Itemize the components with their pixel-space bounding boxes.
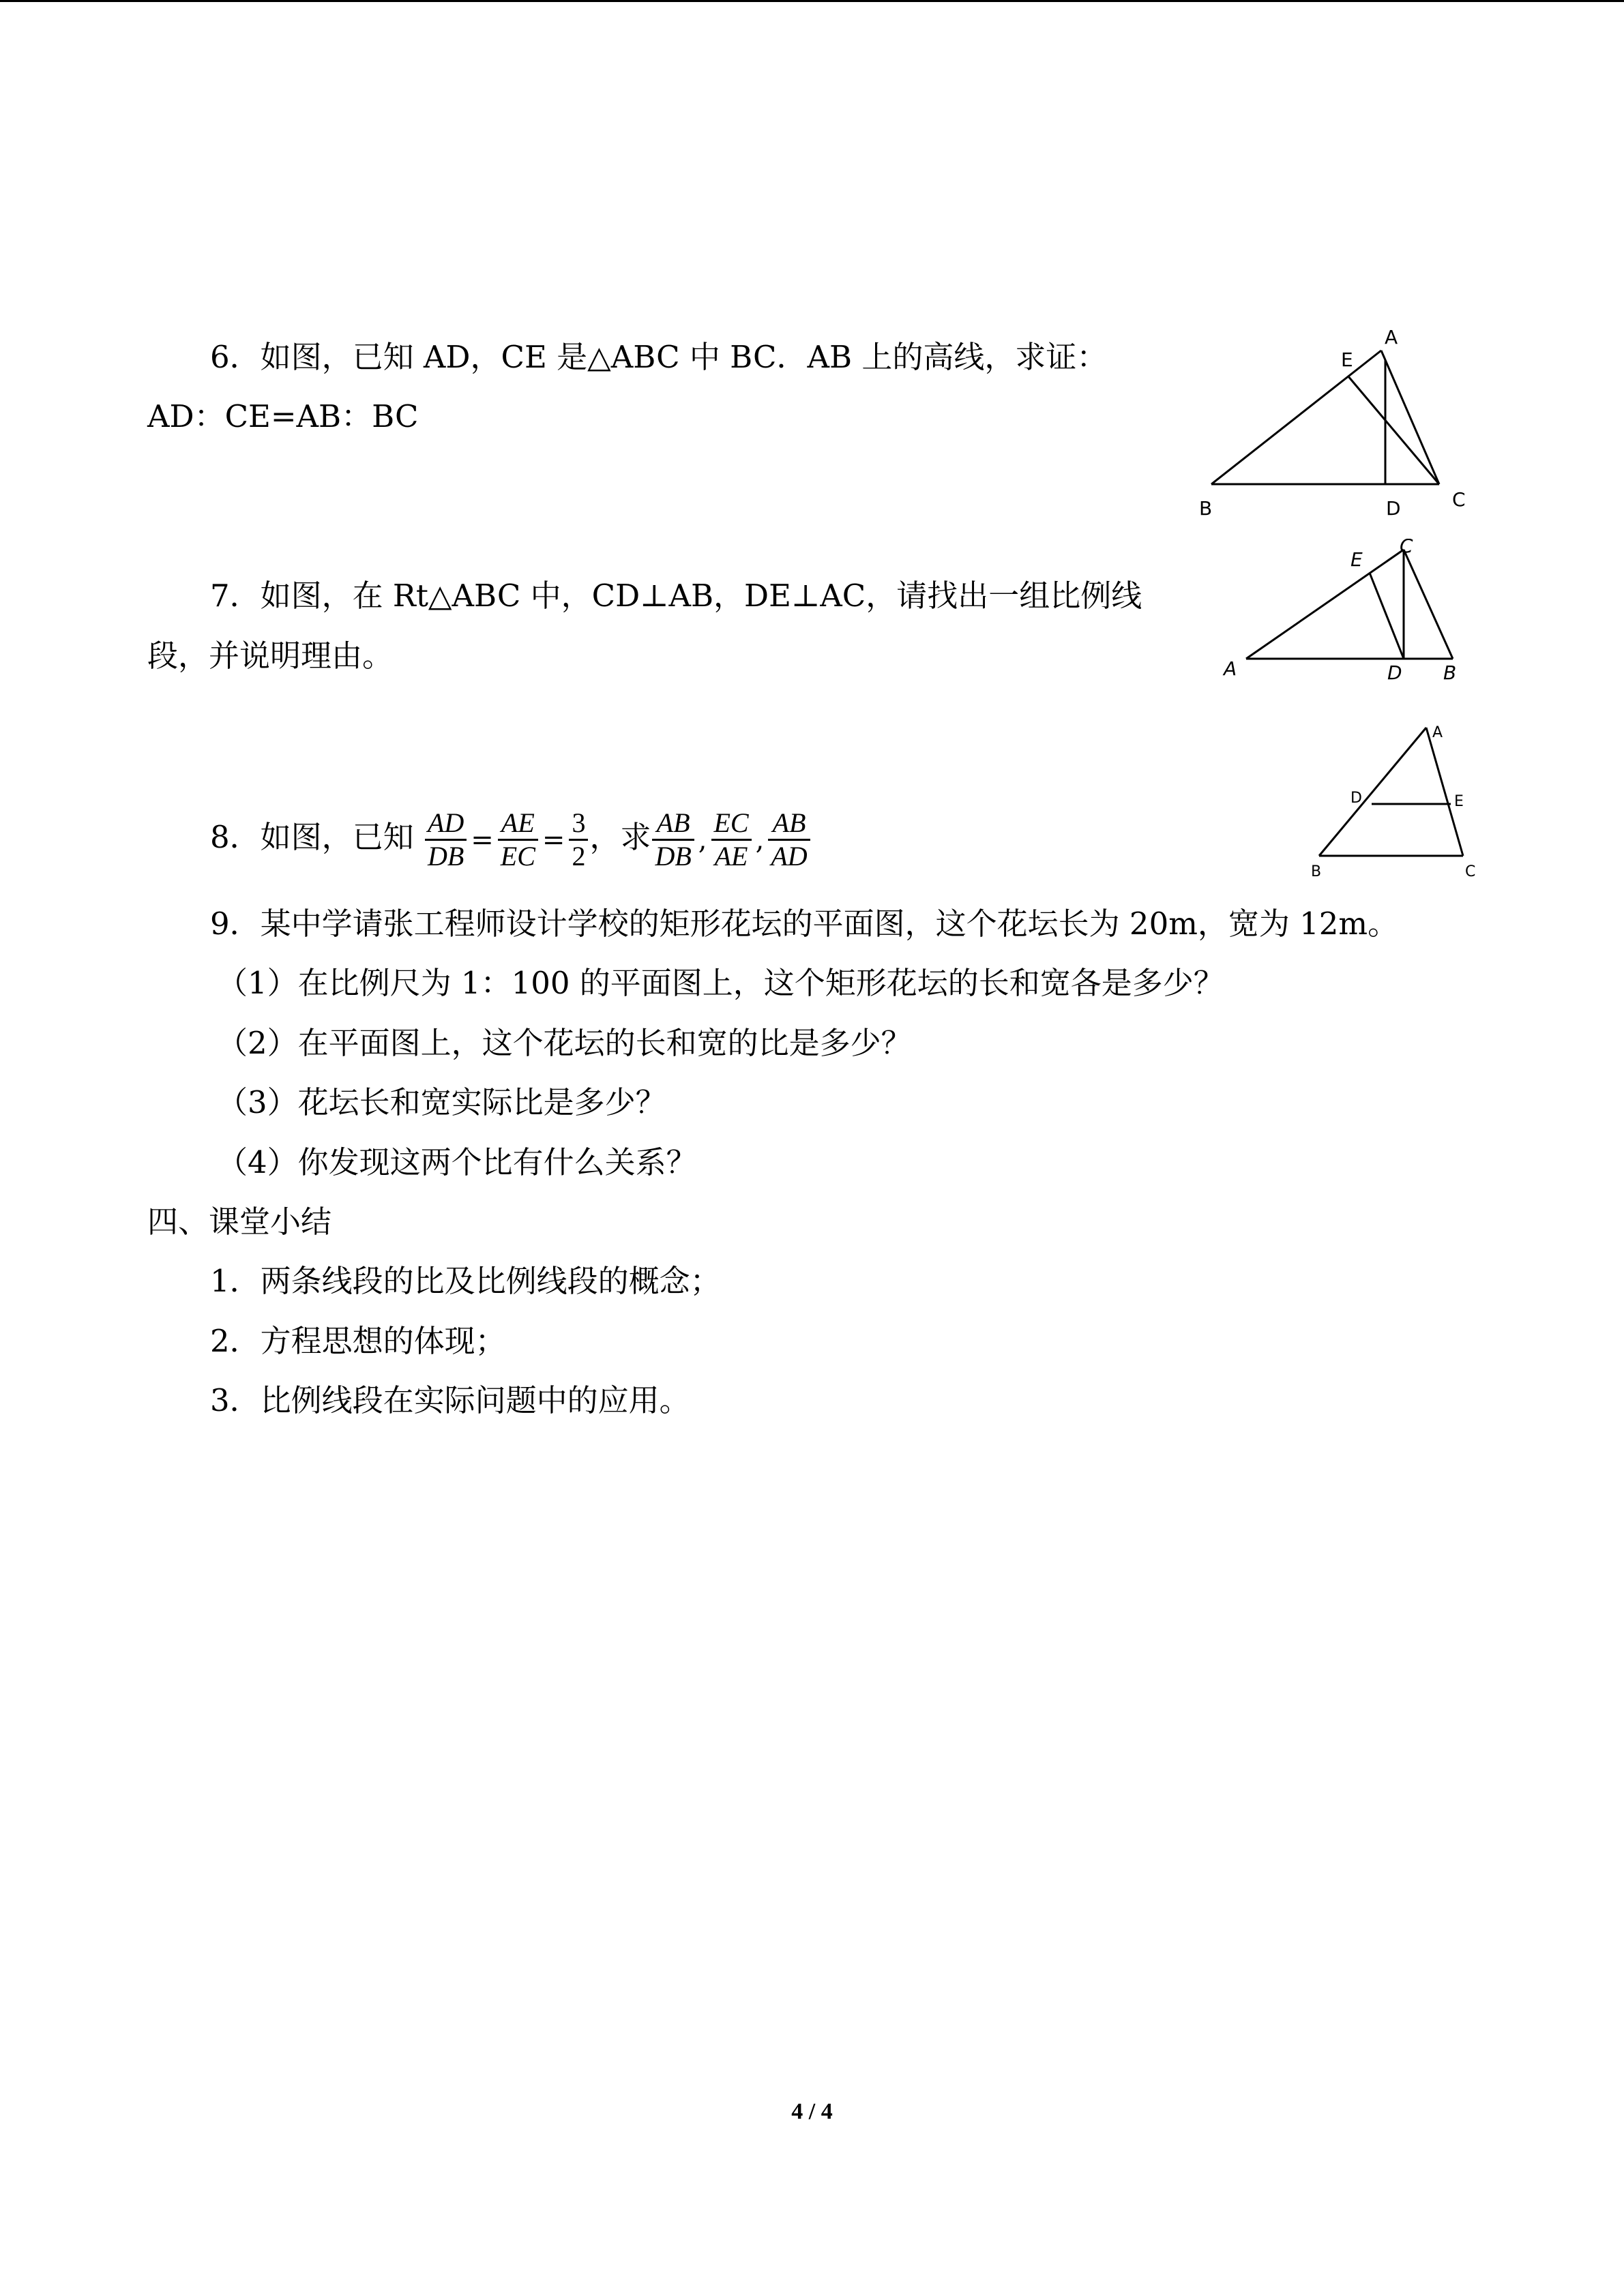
q8-fraction-ec-ae <box>711 807 752 872</box>
summary-item-2: 2．方程思想的体现； <box>210 1323 506 1359</box>
q6-seg-ba <box>1211 351 1381 484</box>
q6-label-e: E <box>1341 348 1353 371</box>
q8-label-c: C <box>1465 863 1476 880</box>
q7-line2: 段，并说明理由。 <box>147 638 394 674</box>
q8-fraction-ae-ec <box>498 807 538 872</box>
q7-label-a: A <box>1224 657 1237 680</box>
q7-label-c: C <box>1400 539 1413 557</box>
q6-seg-ce <box>1348 376 1439 484</box>
q9-sub-4: （4）你发现这两个比有什么关系？ <box>217 1144 697 1180</box>
q9-sub-2: （2）在平面图上，这个花坛的长和宽的比是多少？ <box>217 1025 912 1061</box>
q7-seg-ac <box>1246 550 1404 659</box>
q8-f1-numerator: AD <box>425 807 467 841</box>
q8-prefix: 8．如图，已知 <box>210 819 414 855</box>
q6-label-b: B <box>1199 497 1213 520</box>
q8-seg-ac <box>1426 728 1463 856</box>
q8-f4-numerator: AB <box>652 807 694 841</box>
q8-fraction-ab-db <box>652 807 694 872</box>
q8-label-d: D <box>1350 790 1362 807</box>
q8-f6-denominator: AD <box>771 841 808 871</box>
q8-equals-2: = <box>542 824 565 856</box>
q8-equals-1: = <box>471 824 494 856</box>
q9-sub-3: （3）花坛长和宽实际比是多少？ <box>217 1084 666 1120</box>
q8-fraction-3-2 <box>569 807 588 872</box>
q8-comma-2: , <box>755 824 765 856</box>
q6-line1: 6．如图，已知 AD，CE 是△ABC 中 BC．AB 上的高线，求证： <box>210 339 1108 375</box>
summary-heading: 四、课堂小结 <box>147 1204 332 1240</box>
q8-figure <box>1296 719 1487 883</box>
q8-label-a: A <box>1432 724 1443 741</box>
q7-figure <box>1214 539 1487 689</box>
q7-line1: 7．如图，在 Rt△ABC 中，CD⊥AB，DE⊥AC，请找出一组比例线 <box>210 578 1142 614</box>
q8-f5-denominator: AE <box>714 841 748 871</box>
summary-item-1: 1．两条线段的比及比例线段的概念； <box>210 1263 721 1299</box>
q6-seg-ac <box>1381 351 1439 484</box>
q8-label-b: B <box>1311 863 1322 880</box>
q8-fraction-ad-db <box>425 807 467 872</box>
q8-mid: ，求 <box>589 819 651 855</box>
q7-seg-cb <box>1404 550 1453 659</box>
q8-f6-numerator: AB <box>768 807 810 841</box>
q8-f5-numerator: EC <box>711 807 752 841</box>
q9-sub-1: （1）在比例尺为 1：100 的平面图上，这个矩形花坛的长和宽各是多少？ <box>217 965 1224 1001</box>
q8-label-e: E <box>1454 793 1464 810</box>
q8-seg-ab <box>1319 728 1426 856</box>
q8-f2-numerator: AE <box>498 807 538 841</box>
q8-f2-denominator: EC <box>500 841 535 871</box>
q6-label-c: C <box>1452 488 1466 511</box>
q9-intro: 9．某中学请张工程师设计学校的矩形花坛的平面图，这个花坛长为 20m，宽为 12m。 <box>210 906 1399 942</box>
q8-f1-denominator: DB <box>427 841 464 871</box>
q7-label-b: B <box>1443 661 1457 684</box>
q8-f3-denominator: 2 <box>572 841 586 871</box>
q7-seg-de <box>1370 573 1404 659</box>
q8-line <box>210 803 812 874</box>
top-border-line <box>0 0 1624 2</box>
q8-f4-denominator: DB <box>655 841 692 871</box>
q6-label-a: A <box>1385 326 1398 348</box>
q6-figure <box>1187 320 1487 525</box>
q6-label-d: D <box>1386 497 1401 520</box>
q8-fraction-ab-ad <box>768 807 810 872</box>
summary-item-3: 3．比例线段在实际问题中的应用。 <box>210 1382 690 1418</box>
q7-label-d: D <box>1387 661 1402 684</box>
q8-f3-numerator: 3 <box>569 807 588 841</box>
q7-label-e: E <box>1350 548 1363 571</box>
q6-line2: AD：CE=AB：BC <box>147 398 419 434</box>
page-number: 4 / 4 <box>791 2099 833 2124</box>
q8-comma-1: , <box>698 824 707 856</box>
